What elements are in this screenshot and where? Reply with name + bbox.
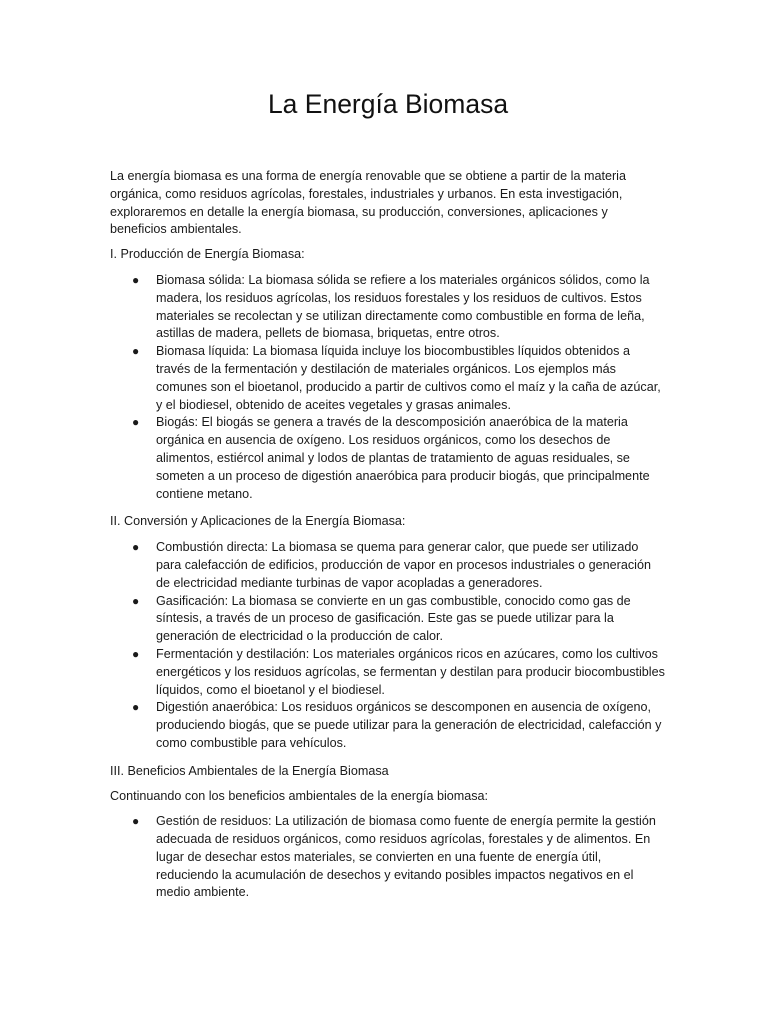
list-item <box>132 646 666 699</box>
bullet-icon: ● <box>132 646 140 661</box>
bullet-icon: ● <box>132 540 140 555</box>
bullet-icon: ● <box>132 344 140 359</box>
bullet-icon: ● <box>132 415 140 430</box>
list-item <box>132 272 666 343</box>
section-intro: Continuando con los beneficios ambientales de la energía biomasa: <box>110 788 489 803</box>
list-item-text: Digestión anaeróbica: Los residuos orgánicos se descomponen en ausencia de oxígeno, produciendo biogás, que se puede utilizar para la generación de electricidad, calefacción y como combustible para vehículos. <box>156 700 662 750</box>
list-item-text: Biogás: El biogás se genera a través de la descomposición anaeróbica de la materia orgánica en ausencia de oxígeno. Los residuos orgánicos, como los desechos de alimentos, estiércol animal y lodos de plantas de tratamiento de aguas residuales, se someten a un proceso de digestión anaeróbica para producir biogás, que principalmente contiene metano. <box>156 415 650 501</box>
intro-paragraph: La energía biomasa es una forma de energía renovable que se obtiene a partir de la materia orgánica, como residuos agrícolas, forestales, industriales y urbanos. En esta investigación, exploraremos en detalle la energía biomasa, su producción, conversiones, aplicaciones y beneficios ambientales. <box>110 169 626 237</box>
list-item-text: Biomasa sólida: La biomasa sólida se refiere a los materiales orgánicos sólidos, como la madera, los residuos agrícolas, los residuos forestales y los residuos de cultivos. Estos materiales se recolectan y se utilizan directamente como combustible en forma de leña, astillas de madera, pellets de biomasa, briquetas, entre otros. <box>156 272 650 341</box>
list-item-text: Biomasa líquida: La biomasa líquida incluye los biocombustibles líquidos obtenidos a través de la fermentación y destilación de materiales orgánicos. Los ejemplos más comunes son el bioetanol, producido a partir de cultivos como el maíz y la caña de azúcar, y el biodiesel, obtenido de aceites vegetales y grasas animales. <box>156 344 661 412</box>
list-item <box>132 539 666 592</box>
bullet-icon: ● <box>132 593 140 608</box>
section-heading: II. Conversión y Aplicaciones de la Energía Biomasa: <box>110 514 406 529</box>
list-item-text: Combustión directa: La biomasa se quema para generar calor, que puede ser utilizado para calefacción de edificios, producción de vapor en procesos industriales o generación de electricidad mediante turbinas de vapor acopladas a generadores. <box>156 540 651 590</box>
list-item-text: Gestión de residuos: La utilización de biomasa como fuente de energía permite la gestión adecuada de residuos orgánicos, como residuos agrícolas, forestales y de alimentos. En lugar de desechar estos materiales, se convierten en una fuente de energía útil, reduciendo la acumulación de desechos y evitando posibles impactos negativos en el medio ambiente. <box>156 814 656 900</box>
section-heading: I. Producción de Energía Biomasa: <box>110 247 305 262</box>
section-heading: III. Beneficios Ambientales de la Energía Biomasa <box>110 763 389 778</box>
list-item <box>132 813 666 902</box>
bullet-icon: ● <box>132 272 140 287</box>
list-item <box>132 593 666 646</box>
list-item <box>132 414 666 503</box>
bullet-icon: ● <box>132 814 140 829</box>
document-title: La Energía Biomasa <box>267 89 509 119</box>
list-item-text: Gasificación: La biomasa se convierte en un gas combustible, conocido como gas de síntesis, a través de un proceso de gasificación. Este gas se puede utilizar para la generación de electricidad o la producción de calor. <box>156 593 631 644</box>
list-item-text: Fermentación y destilación: Los materiales orgánicos ricos en azúcares, como los cultivos energéticos y los residuos agrícolas, se fermentan y destilan para producir biocombustibles líquidos, como el bioetanol y el biodiesel. <box>156 646 665 697</box>
bullet-list <box>110 813 666 902</box>
list-item <box>132 343 666 414</box>
list-item <box>132 699 666 752</box>
bullet-list <box>110 272 666 503</box>
bullet-icon: ● <box>132 700 140 715</box>
bullet-list <box>110 539 666 753</box>
